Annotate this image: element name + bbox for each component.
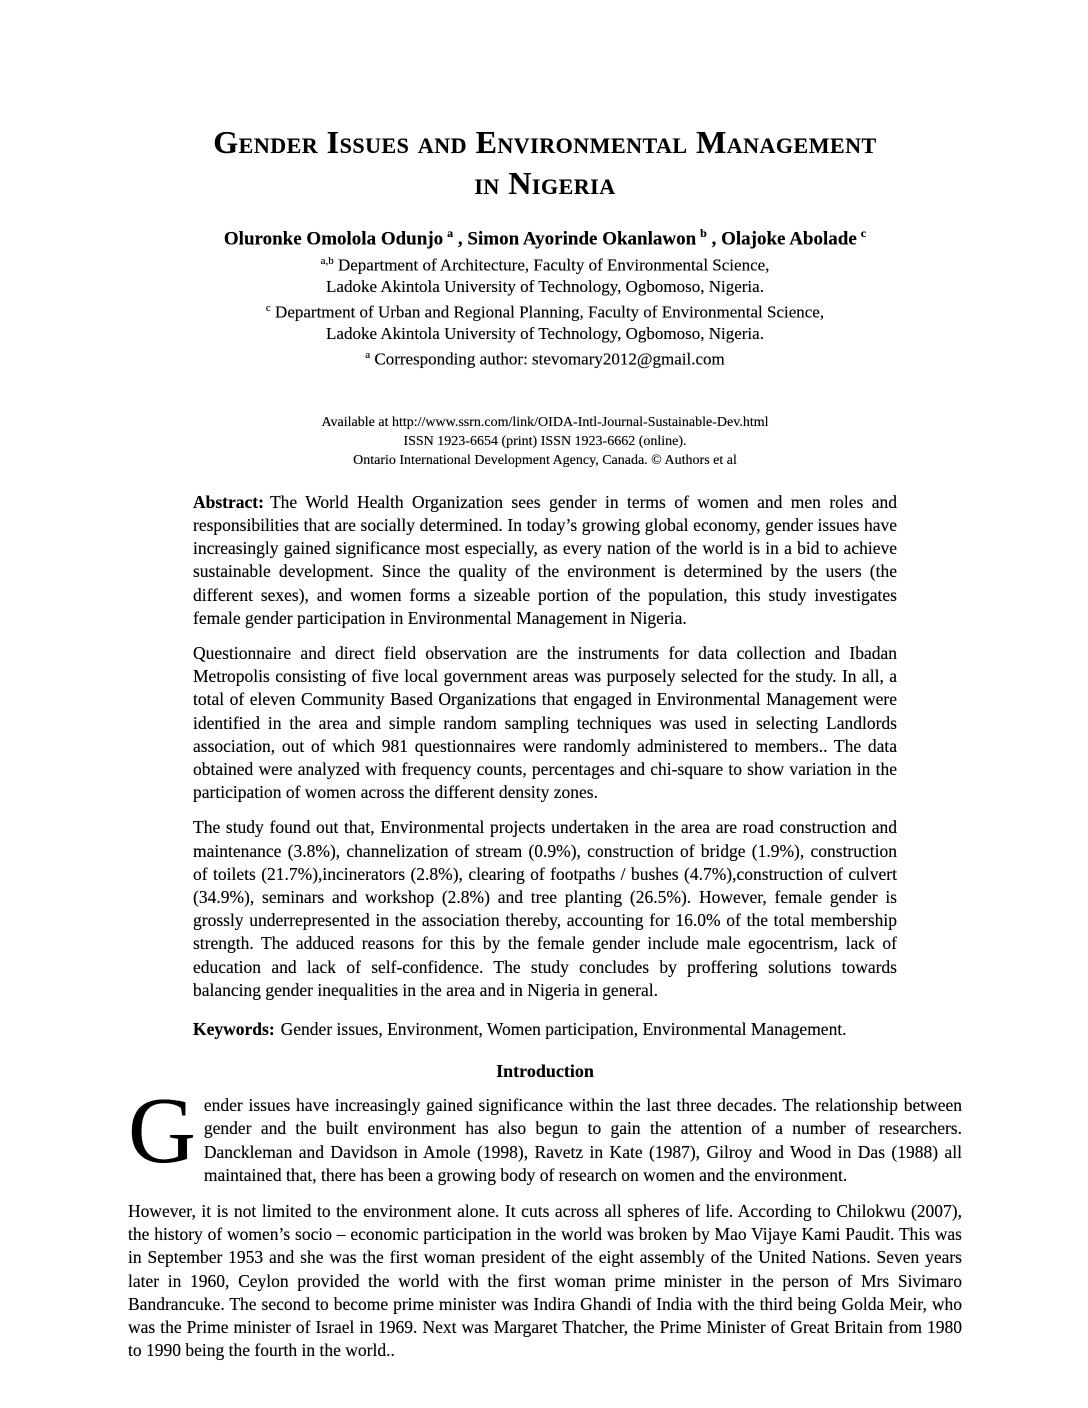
affiliation-text-3: Department of Urban and Regional Planning, Faculty of Environmental Science, <box>270 302 825 322</box>
keywords-line <box>193 1018 897 1041</box>
affiliation-superscript-5: a <box>365 348 371 361</box>
affiliation-text-5: Corresponding author: stevomary2012@gmail.com <box>370 349 725 369</box>
paper-title-line-1: Gender Issues and Environmental Management <box>213 124 877 160</box>
author-superscript-2: b <box>700 226 707 240</box>
affiliation-text-1: Department of Architecture, Faculty of Environmental Science, <box>333 255 770 275</box>
affiliation-superscript-3: c <box>265 301 271 314</box>
abstract-paragraph-1 <box>193 491 897 630</box>
paper-title <box>128 0 962 204</box>
author-superscript-3: c <box>860 226 867 240</box>
keywords-label: Keywords: <box>193 1019 275 1040</box>
affiliation-line-3 <box>128 298 962 323</box>
affiliation-superscript-1: a,b <box>320 255 334 268</box>
intro-paragraph-1-text: ender issues have increasingly gained significance within the last three decades. The relationship between gender and the built environment has also begun to gain the attention of a number of researchers. Danckleman and Davidson in Amole (1998), Ravetz in Kate (1987), Gilroy and Wood in Das (1988) all maintained that, there has been a growing body of research on women and the environment. <box>203 1095 962 1185</box>
introduction-heading: Introduction <box>496 1061 594 1082</box>
paper-title-line-2: in Nigeria <box>474 165 616 201</box>
author-superscript-1: a <box>447 226 454 240</box>
author-separator: , <box>453 228 468 250</box>
availability-block <box>128 413 962 470</box>
availability-line-1: Available at http://www.ssrn.com/link/OIDA-Intl-Journal-Sustainable-Dev.html <box>321 414 769 430</box>
availability-line-3: Ontario International Development Agency, Canada. © Authors et al <box>353 452 737 468</box>
affiliations-block <box>128 251 962 369</box>
affiliation-text-2: Ladoke Akintola University of Technology, Ogbomoso, Nigeria. <box>326 277 764 297</box>
keywords-text: Gender issues, Environment, Women participation, Environmental Management. <box>280 1019 847 1040</box>
author-name-1: Oluronke Omolola Odunjo <box>223 228 444 250</box>
intro-paragraph-2: However, it is not limited to the environment alone. It cuts across all spheres of life. According to Chilokwu (2007), the history of women’s socio – economic participation in the world was broken by Mao Vijaye Kami Paudit. This was in September 1953 and she was the first woman president of the eight assembly of the United Nations. Seven years later in 1960, Ceylon provided the world with the first woman prime minister in the person of Mrs Sivimaro Bandrancuke. The second to become prime minister was Indira Ghandi of India with the third being Golda Meir, who was the Prime minister of Israel in 1969. Next was Margaret Thatcher, the Prime Minister of Great Britain from 1980 to 1990 being the fourth in the world.. <box>128 1201 962 1361</box>
abstract-label: Abstract: <box>193 491 264 512</box>
affiliation-line-1 <box>128 251 962 276</box>
affiliation-line-5 <box>128 345 962 370</box>
abstract-paragraph-1-text: The World Health Organization sees gender in terms of women and men roles and responsibilities that are socially determined. In today’s growing global economy, gender issues have increasingly gained significance most especially, as every nation of the world is in a bid to achieve sustainable development. Since the quality of the environment is determined by the users (the different sexes), and women forms a sizeable portion of the population, this study investigates female gender participation in Environmental Management in Nigeria. <box>193 491 897 628</box>
affiliation-text-4: Ladoke Akintola University of Technology, Ogbomoso, Nigeria. <box>326 324 764 344</box>
intro-paragraph-1 <box>128 1079 962 1187</box>
authors-line <box>128 221 962 251</box>
drop-cap: G <box>128 1079 196 1184</box>
author-name-2: Simon Ayorinde Okanlawon <box>467 228 697 250</box>
availability-line-2: ISSN 1923-6654 (print) ISSN 1923-6662 (online). <box>403 433 687 449</box>
abstract-paragraph-2: Questionnaire and direct field observation are the instruments for data collection and Ibadan Metropolis consisting of five local government areas was purposely selected for the study. In all, a total of eleven Community Based Organizations that engaged in Environmental Management were identified in the area and simple random sampling techniques was used in selecting Landlords association, out of which 981 questionnaires were randomly administered to members.. The data obtained were analyzed with frequency counts, percentages and chi-square to show variation in the participation of women across the different density zones. <box>193 643 897 803</box>
author-separator: , <box>706 228 722 250</box>
introduction-section <box>128 1079 962 1362</box>
author-name-3: Olajoke Abolade <box>721 228 857 250</box>
abstract-paragraph-3: The study found out that, Environmental projects undertaken in the area are road construction and maintenance (3.8%), channelization of stream (0.9%), construction of bridge (1.9%), construction of toilets (21.7%),incinerators (2.8%), clearing of footpaths / bushes (4.7%),construction of culvert (34.9%), seminars and workshop (2.8%) and tree planting (26.5%). However, female gender is grossly underrepresented in the association thereby, accounting for 16.0% of the total membership strength. The adduced reasons for this by the female gender include male egocentrism, lack of education and lack of self-confidence. The study concludes by proffering solutions towards balancing gender inequalities in the area and in Nigeria in general. <box>193 817 897 1000</box>
affiliation-line-2 <box>128 276 962 298</box>
affiliation-line-4 <box>128 323 962 345</box>
abstract-section <box>193 491 897 1041</box>
